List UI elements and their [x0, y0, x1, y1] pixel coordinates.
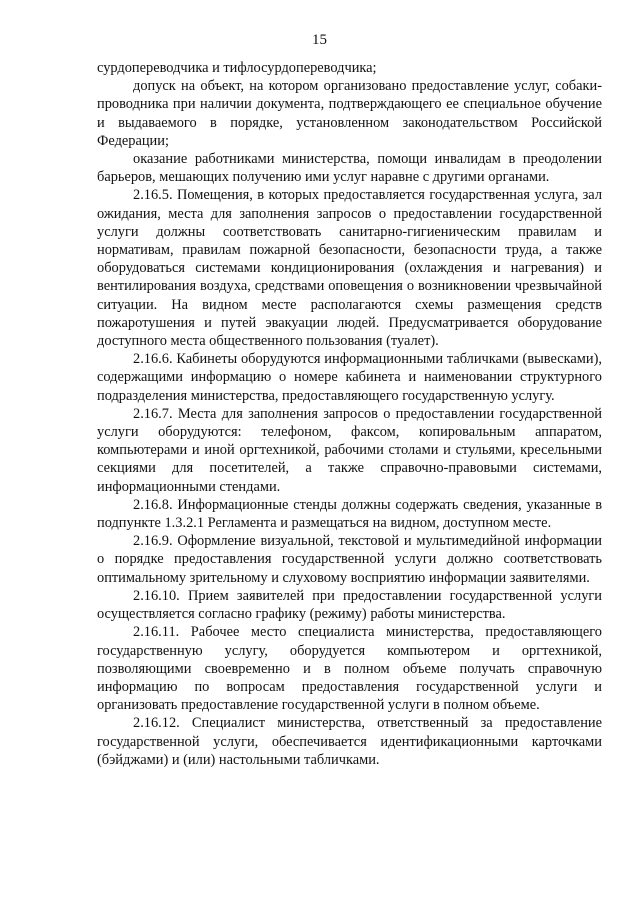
- paragraph: 2.16.9. Оформление визуальной, текстовой и мультимедийной информации о порядке предоставления государственной услуги должно соответствовать оптимальному зрительному и слуховому восприятию информации заявителями.: [97, 533, 602, 586]
- document-body: [97, 59, 602, 769]
- paragraph: допуск на объект, на котором организовано предоставление услуг, собаки-проводника при наличии документа, подтверждающего ее специальное обучение и выдаваемого в порядке, установленном законодательством Российской Федерации;: [97, 78, 602, 149]
- paragraph: 2.16.10. Прием заявителей при предоставлении государственной услуги осуществляется согласно графику (режиму) работы министерства.: [97, 587, 602, 623]
- paragraph: 2.16.7. Места для заполнения запросов о предоставлении государственной услуги оборудуются: телефоном, факсом, копировальным аппаратом, компьютерами и иной оргтехникой, рабочими столами и стульями, кресельными секциями для посетителей, а также справочно-правовыми системами, информационными стендами.: [97, 405, 602, 495]
- paragraph: 2.16.8. Информационные стенды должны содержать сведения, указанные в подпункте 1.3.2.1 Регламента и размещаться на видном, доступном месте.: [97, 496, 602, 532]
- page-number: 15: [312, 32, 327, 48]
- paragraph: 2.16.11. Рабочее место специалиста министерства, предоставляющего государственную услугу, оборудуется компьютером и оргтехникой, позволяющими своевременно и в полном объеме получать справочную информацию по вопросам предоставления государственной услуги и организовать предоставление государственной услуги в полном объеме.: [97, 624, 602, 714]
- paragraph: оказание работниками министерства, помощи инвалидам в преодолении барьеров, мешающих получению ими услуг наравне с другими органами.: [97, 151, 602, 186]
- paragraph: 2.16.6. Кабинеты оборудуются информационными табличками (вывесками), содержащими информацию о номере кабинета и наименовании структурного подразделения министерства, предоставляющего государственную услугу.: [97, 351, 602, 404]
- paragraph: 2.16.12. Специалист министерства, ответственный за предоставление государственной услуги, обеспечивается идентификационными карточками (бэйджами) и (или) настольными табличками.: [97, 715, 602, 768]
- paragraph: сурдопереводчика и тифлосурдопереводчика;: [97, 60, 377, 76]
- paragraph: 2.16.5. Помещения, в которых предоставляется государственная услуга, зал ожидания, места для заполнения запросов о предоставлении государственной услуги должны соответствовать санитарно-гигиеническим правилам и нормативам, правилам пожарной безопасности, безопасности труда, а также оборудоваться системами кондиционирования (охлаждения и нагревания) и вентилирования воздуха, средствами оповещения о возникновении чрезвычайной ситуации. На видном месте располагаются схемы размещения средств пожаротушения и путей эвакуации людей. Предусматривается оборудование доступного места общественного пользования (туалет).: [97, 187, 602, 350]
